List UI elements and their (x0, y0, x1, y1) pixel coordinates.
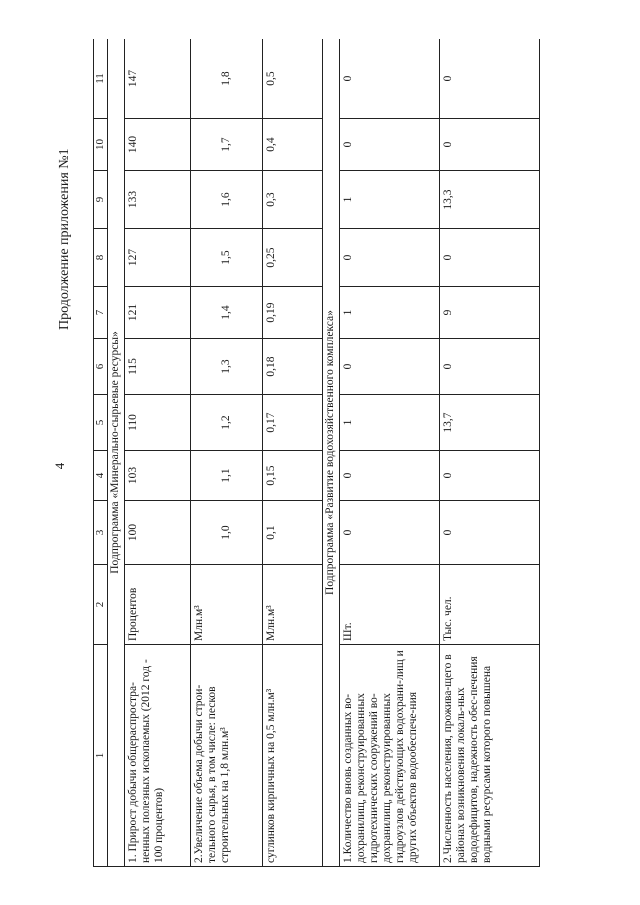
value-cell: 0 (440, 339, 540, 395)
value-cell: 0 (440, 229, 540, 287)
indicator-unit: Процентов (125, 565, 191, 645)
value-cell: 0,4 (263, 119, 323, 171)
value-cell: 121 (125, 287, 191, 339)
header-cell: 2 (94, 565, 108, 645)
header-cell: 5 (94, 395, 108, 451)
indicator-unit: Тыс. чел. (440, 565, 540, 645)
value-cell: 1,8 (191, 39, 263, 119)
indicator-unit: Млн.м³ (263, 565, 323, 645)
header-cell: 6 (94, 339, 108, 395)
value-cell: 133 (125, 171, 191, 229)
value-cell: 0 (340, 451, 440, 501)
value-cell: 0,17 (263, 395, 323, 451)
header-cell: 4 (94, 451, 108, 501)
value-cell: 103 (125, 451, 191, 501)
value-cell: 1,4 (191, 287, 263, 339)
header-cell: 11 (94, 39, 108, 119)
header-cell: 3 (94, 501, 108, 565)
value-cell: 0,3 (263, 171, 323, 229)
value-cell: 115 (125, 339, 191, 395)
indicator-name: 2.Увеличение объема добычи строи-тельного сырья, в том числе: песков строительных на 1,8 млн.м³ (191, 645, 263, 867)
table-row (340, 39, 440, 867)
value-cell: 9 (440, 287, 540, 339)
table-row (263, 39, 323, 867)
header-cell: 9 (94, 171, 108, 229)
value-cell: 0,15 (263, 451, 323, 501)
value-cell: 0 (340, 339, 440, 395)
value-cell: 100 (125, 501, 191, 565)
value-cell: 1,5 (191, 229, 263, 287)
value-cell: 13,7 (440, 395, 540, 451)
indicator-name: суглинков кирпичных на 0,5 млн.м³ (263, 645, 323, 867)
value-cell: 0 (340, 39, 440, 119)
header-cell: 8 (94, 229, 108, 287)
indicator-name: 1.Количество вновь созданных во-дохранилищ, реконструированных гидротехнических сооружений во-дохранилищ, реконструированных гидроузлов действующих водохрани-лищ и других объектов водообеспече-ния (340, 645, 440, 867)
value-cell: 1 (340, 287, 440, 339)
header-cell: 7 (94, 287, 108, 339)
value-cell: 1,1 (191, 451, 263, 501)
table-row (191, 39, 263, 867)
value-cell: 0 (440, 119, 540, 171)
value-cell: 0,5 (263, 39, 323, 119)
subprogram-title: Подпрограмма «Развитие водохозяйственного комплекса» (323, 39, 340, 867)
indicator-unit: Млн.м³ (191, 565, 263, 645)
value-cell: 0,18 (263, 339, 323, 395)
value-cell: 0,19 (263, 287, 323, 339)
header-cell: 10 (94, 119, 108, 171)
value-cell: 0 (340, 119, 440, 171)
header-cell: 1 (94, 645, 108, 867)
table-frame (93, 39, 617, 867)
indicator-name: 1. Прирост добычи общераспростра-ненных полезных ископаемых (2012 год - 100 процентов) (125, 645, 191, 867)
value-cell: 1,3 (191, 339, 263, 395)
subprogram-title: Подпрограмма «Минерально-сырьевые ресурсы» (108, 39, 125, 867)
value-cell: 13,3 (440, 171, 540, 229)
indicator-name: 2.Численность населения, прожива-щего в районах возникновения локаль-ных вододефицитов, надежность обес-печения водными ресурсами которого повышена (440, 645, 540, 867)
value-cell: 1,7 (191, 119, 263, 171)
value-cell: 140 (125, 119, 191, 171)
value-cell: 0 (340, 229, 440, 287)
indicator-unit: Шт. (340, 565, 440, 645)
table-row (125, 39, 191, 867)
value-cell: 0,1 (263, 501, 323, 565)
page-number: 4 (52, 462, 67, 470)
value-cell: 127 (125, 229, 191, 287)
value-cell: 147 (125, 39, 191, 119)
value-cell: 1,2 (191, 395, 263, 451)
continuation-title: Продолжение приложения №1 (57, 148, 72, 330)
value-cell: 1 (340, 395, 440, 451)
indicators-table (93, 39, 540, 867)
subprogram-row (323, 39, 340, 867)
value-cell: 0 (340, 501, 440, 565)
value-cell: 0,25 (263, 229, 323, 287)
value-cell: 0 (440, 39, 540, 119)
value-cell: 1 (340, 171, 440, 229)
value-cell: 1,6 (191, 171, 263, 229)
rotated-table-wrapper (93, 39, 617, 867)
value-cell: 1,0 (191, 501, 263, 565)
table-row (440, 39, 540, 867)
header-row (94, 39, 108, 867)
value-cell: 0 (440, 501, 540, 565)
value-cell: 0 (440, 451, 540, 501)
value-cell: 110 (125, 395, 191, 451)
subprogram-row (108, 39, 125, 867)
